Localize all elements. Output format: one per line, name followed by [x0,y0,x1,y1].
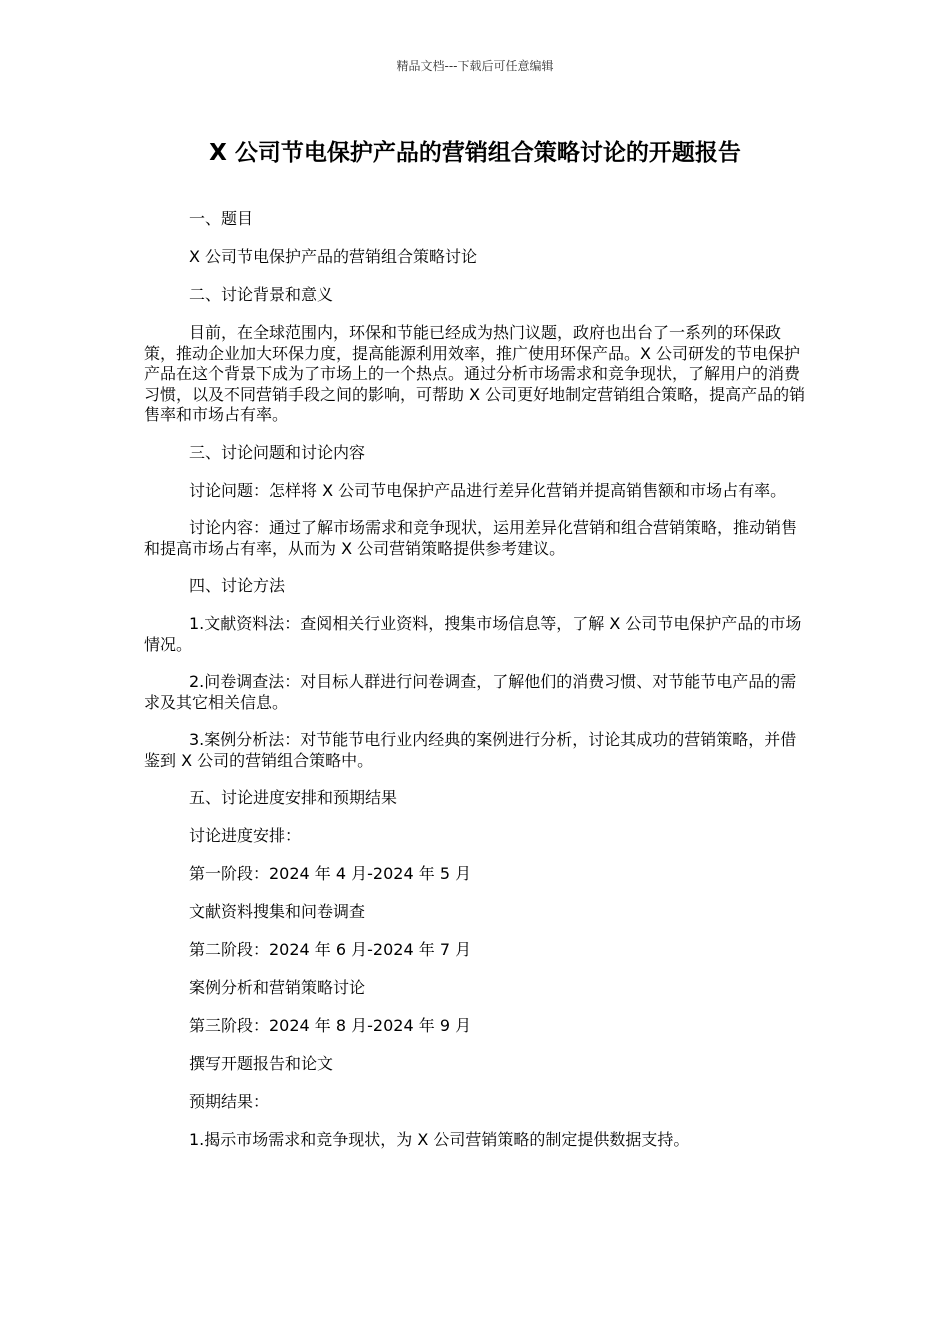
section-heading-background: 二、讨论背景和意义 [189,285,334,304]
method-survey: 2.问卷调查法：对目标人群进行问卷调查，了解他们的消费习惯、对节能节电产品的需求及其它相关信息。 [144,672,797,712]
expected-result-one: 1.揭示市场需求和竞争现状，为 X 公司营销策略的制定提供数据支持。 [189,1130,690,1149]
stage-three-task: 撰写开题报告和论文 [189,1054,334,1073]
method-case-study: 3.案例分析法：对节能节电行业内经典的案例进行分析，讨论其成功的营销策略，并借鉴到 X 公司的营销组合策略中。 [144,730,797,770]
section-heading-schedule: 五、讨论进度安排和预期结果 [189,788,398,807]
content-paragraph: 讨论内容：通过了解市场需求和竞争现状，运用差异化营销和组合营销策略，推动销售和提高市场占有率，从而为 X 公司营销策略提供参考建议。 [144,518,798,558]
schedule-label: 讨论进度安排： [189,826,302,845]
section-heading-methods: 四、讨论方法 [189,576,286,595]
header-note: 精品文档---下载后可任意编辑 [396,59,554,73]
stage-three-date: 第三阶段：2024 年 8 月-2024 年 9 月 [189,1016,472,1035]
stage-two-task: 案例分析和营销策略讨论 [189,978,366,997]
document-title: X 公司节电保护产品的营销组合策略讨论的开题报告 [209,140,741,166]
stage-one-date: 第一阶段：2024 年 4 月-2024 年 5 月 [189,864,472,883]
stage-two-date: 第二阶段：2024 年 6 月-2024 年 7 月 [189,940,472,959]
question-paragraph: 讨论问题：怎样将 X 公司节电保护产品进行差异化营销并提高销售额和市场占有率。 [189,480,787,500]
section-heading-topic: 一、题目 [189,209,254,228]
topic-text: X 公司节电保护产品的营销组合策略讨论 [189,247,478,266]
stage-one-task: 文献资料搜集和问卷调查 [189,902,366,921]
background-paragraph: 目前，在全球范围内，环保和节能已经成为热门议题，政府也出台了一系列的环保政策，推动企业加大环保力度，提高能源利用效率，推广使用环保产品。X 公司研发的节电保护产品在这个背景下成为了市场上的一个热点。通过分析市场需求和竞争现状，了解用户的消费习惯，以及不同营销手段之间的影响，可帮助 X 公司更好地制定营销组合策略，提高产品的销售率和市场占有率。 [144,323,806,424]
method-literature: 1.文献资料法：查阅相关行业资料，搜集市场信息等，了解 X 公司节电保护产品的市场情况。 [144,614,802,654]
expected-results-label: 预期结果： [189,1092,270,1111]
document-body [144,209,812,1168]
section-heading-questions: 三、讨论问题和讨论内容 [189,442,366,462]
